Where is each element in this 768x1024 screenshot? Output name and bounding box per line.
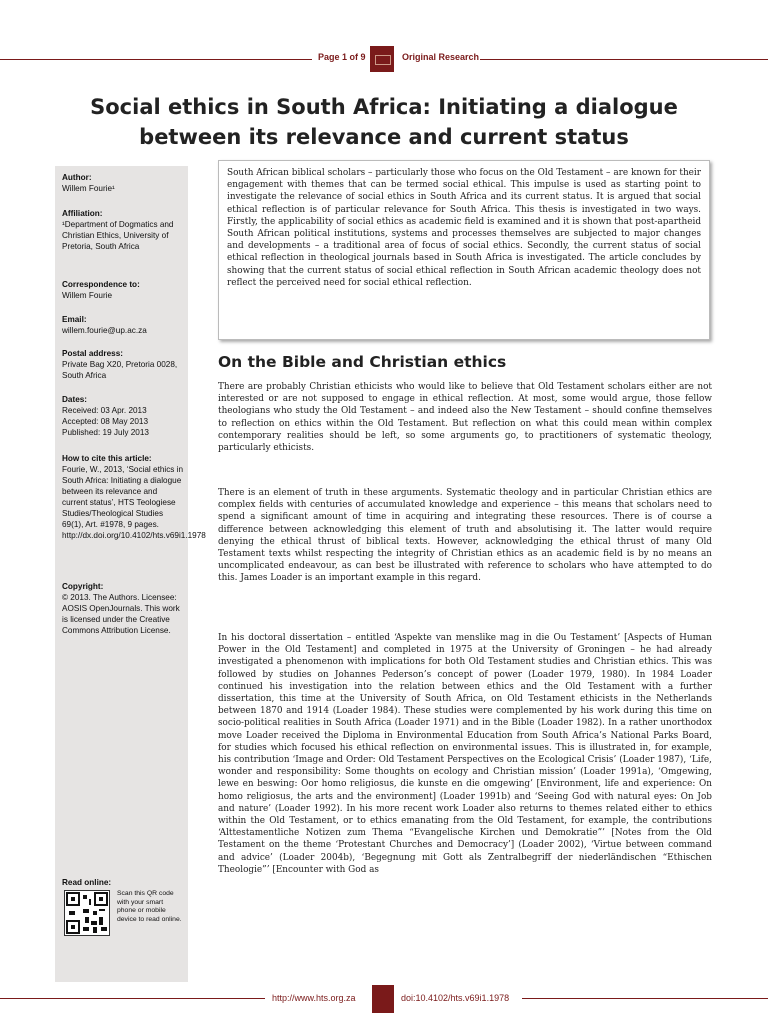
published-date: Published: 19 July 2013 [62,428,149,437]
dates-block [62,394,184,438]
journal-logo-icon [370,46,394,72]
affiliation-value: ¹Department of Dogmatics and Christian Ethics, University of Pretoria, South Africa [62,220,174,251]
footer-rule-right [522,998,768,999]
postal-block [62,348,184,381]
article-title: Social ethics in South Africa: Initiating a dialogue between its relevance and current status [90,95,678,149]
citation-label: How to cite this article: [62,454,152,463]
body-paragraph: There is an element of truth in these arguments. Systematic theology and in particular Christian ethics are complex fields with centuries of accumulated knowledge and experience – this means that scholars need to spend a significant amount of time in acquiring and integrating these resources. There is of course a difference between acknowledging this element of truth and absolutising it. The latter would require denying the ethical thrust of biblical texts. However, acknowledging the ethical thrust of many Old Testament texts whilst respecting the integrity of Christian ethics as an academic field is by no means an uncomplicated endeavour, as can best be illustrated with reference to scholars who have attempted to do this. James Loader is an important example in this regard. [218,488,712,584]
email-link[interactable]: willem.fourie@up.ac.za [62,326,147,335]
read-online-label: Read online: [62,878,112,887]
correspondence-value: Willem Fourie [62,291,113,300]
body-paragraph: In his doctoral dissertation – entitled ‘Aspekte van menslike mag in die Ou Testament’ [Aspects of Human Power in the Old Testament] and completed in 1975 at the University of Groningen – he had already investigated a phenomenon with implications for both Old Testament studies and Christian ethics. This was followed by studies on Johannes Pederson’s concept of power (Loader 1979, 1980). In 1984 Loader continued his investigation into the relation between ethics and the Old Testament with a further dissertation, this time at the University of South Africa, on Old Testament ethicists in the Netherlands between 1870 and 1914 (Loader 1984). These studies were complemented by his work during this time on socio-political realities in South Africa (Loader 1971) and in the Bible (Loader 1982). In a rather unorthodox move Loader received the Diploma in Environmental Education from South Africa’s National Parks Board, for studies which focused his ethical reflection on environmental issues. This is illustrated in, for example, his contribution ‘Image and Order: Old Testament Perspectives on the Ecological Crisis’ (Loader 1987), ‘Life, wonder and responsibility: Some thoughts on ecology and Christian mission’ (Loader 1991a), ‘Omgewing, lewe en beswing: Oor homo religiosus, die kunste en die omgewing’ [Environment, life and experience: On homo religiosus, the arts and the environment] (Loader 1991b) and ‘Seeing God with natural eyes: On Job and nature’ (Loader 1992). In his more recent work Loader also returns to themes related either to ethics within the Old Testament, or to ethics emanating from the Old Testament, for example, the contributions ‘Alttestamentliche Notizen zum Thema “Evangelische Kirchen und Demokratie”’ [Notes from the Old Testament on the theme ‘Protestant Churches and Democracy’] (Loader 2002), ‘Virtue between command and advice’ (Loader 2004b), ‘Begegnung mit Gott als Zentralbegriff der niederländischen “Ethischen Theologie”’ [Encounter with God as [218,633,712,875]
page-header [0,44,768,76]
footer-rule-left [0,998,265,999]
article-type: Original Research [402,52,480,62]
journal-url-link[interactable]: http://www.hts.org.za [272,993,356,1003]
abstract-box: South African biblical scholars – particularly those who focus on the Old Testament – are known for their engagement with themes that can be termed social ethical. This impulse is used as starting point to investigate the relevance of social ethics in South Africa and its current status. It is argued that social ethical reflection is of particular relevance for South Africa. This thesis is investigated in two ways. Firstly, the applicability of social ethics as academic field is examined and it is shown that post-apartheid South African political institutions, systems and processes themselves are subjected to major changes and developments – a traditional area of focus of social ethics. Secondly, the current status of social ethical reflection in theological journals based in South Africa is investigated. The article concludes by showing that the current status of social ethical reflection in South African academic theology does not reflect the perceived need for social ethical reflection. [218,160,710,340]
email-label: Email: [62,315,87,324]
author-block [62,172,184,194]
header-rule-left [0,59,312,60]
section-heading: On the Bible and Christian ethics [218,353,507,371]
page-footer [0,985,768,1013]
qr-code-icon[interactable] [64,890,110,936]
author-label: Author: [62,173,92,182]
footer-accent-block [372,985,394,1013]
copyright-block [62,581,184,636]
dates-label: Dates: [62,395,88,404]
citation-block [62,453,206,541]
header-rule-right [480,59,768,60]
copyright-label: Copyright: [62,582,104,591]
page-number: Page 1 of 9 [318,52,366,62]
article-info-sidebar [55,166,206,982]
email-block [62,314,184,336]
affiliation-label: Affiliation: [62,209,103,218]
copyright-value: © 2013. The Authors. Licensee: AOSIS OpenJournals. This work is licensed under the Creative Commons Attribution License. [62,593,180,635]
author-name: Willem Fourie¹ [62,184,115,193]
affiliation-block [62,208,184,252]
accepted-date: Accepted: 08 May 2013 [62,417,149,426]
postal-label: Postal address: [62,349,123,358]
body-paragraph: There are probably Christian ethicists who would like to believe that Old Testament scholars either are not interested or are not supposed to engage in ethical reflection. At most, some would argue, those fellow theologians who study the Old Testament – and indeed also the New Testament – should confine themselves to reflection on ethics within the Old Testament. But reflection on what this could mean within complex contemporary realities should be left, so some arguments go, to practitioners of systematic theology, particularly ethicists. [218,382,712,454]
correspondence-label: Correspondence to: [62,280,140,289]
qr-instructions: Scan this QR code with your smart phone or mobile device to read online. [117,890,182,923]
citation-value: Fourie, W., 2013, ‘Social ethics in South Africa: Initiating a dialogue between its relevance and current status’, HTS Teologiese Studies/Theological Studies 69(1), Art. #1978, 9 pages. http://dx.doi.org/10.4102/hts.v69i1.1978 [62,465,206,540]
received-date: Received: 03 Apr. 2013 [62,406,147,415]
doi-link[interactable]: doi:10.4102/hts.v69i1.1978 [401,993,510,1003]
postal-value: Private Bag X20, Pretoria 0028, South Africa [62,360,178,380]
correspondence-block [62,279,184,301]
